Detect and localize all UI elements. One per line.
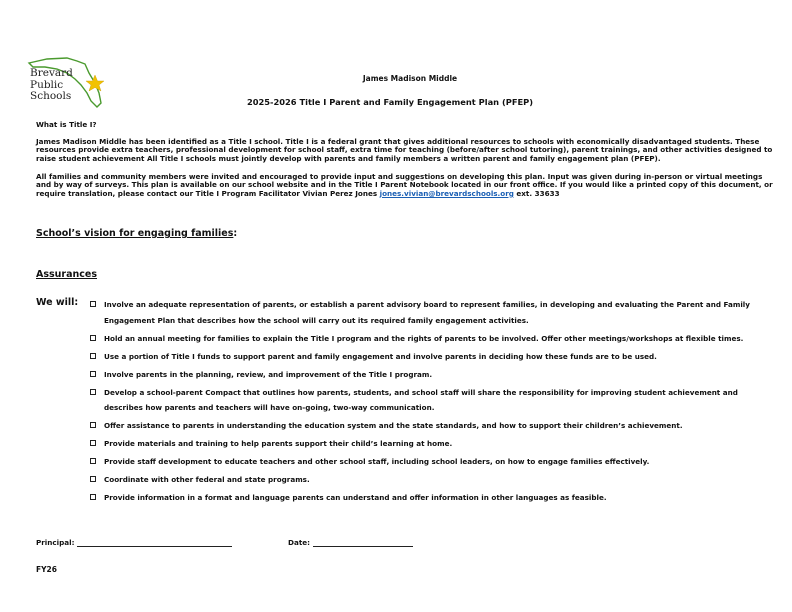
assurance-text: Use a portion of Title I funds to support parent and family engagement and involve parents in deciding how these funds are to be used. bbox=[104, 351, 657, 361]
principal-signature bbox=[36, 538, 232, 547]
logo-text: Brevard Public Schools bbox=[30, 67, 73, 102]
assurance-item bbox=[90, 297, 760, 328]
what-is-title-heading: What is Title I? bbox=[36, 120, 97, 129]
assurance-item bbox=[90, 436, 760, 452]
checkbox[interactable] bbox=[90, 301, 96, 307]
assurance-item bbox=[90, 418, 760, 434]
checkbox[interactable] bbox=[90, 458, 96, 464]
principal-label: Principal: bbox=[36, 538, 75, 547]
intro-paragraph-2 bbox=[36, 173, 776, 198]
assurance-item bbox=[90, 454, 760, 470]
checkbox[interactable] bbox=[90, 422, 96, 428]
assurance-item bbox=[90, 490, 760, 506]
assurance-text: Provide staff development to educate teachers and other school staff, including school leaders, on how to engage families effectively. bbox=[104, 457, 650, 466]
date-signature bbox=[288, 538, 413, 547]
assurance-text: Hold an annual meeting for families to explain the Title I program and the rights of parents to be involved. Offer other meetings/workshops at flexible times. bbox=[104, 333, 744, 343]
checkbox[interactable] bbox=[90, 335, 96, 341]
checkbox[interactable] bbox=[90, 371, 96, 377]
checkbox[interactable] bbox=[90, 440, 96, 446]
date-label: Date: bbox=[288, 538, 311, 547]
assurance-item bbox=[90, 367, 760, 383]
vision-colon: : bbox=[233, 228, 238, 239]
date-line[interactable] bbox=[313, 539, 413, 547]
assurance-text: Involve an adequate representation of parents, or establish a parent advisory board to represent families, in developing and evaluating the Parent and Family Engagement Plan that describes how the school will carry out its required family engagement activities. bbox=[104, 300, 750, 325]
checkbox[interactable] bbox=[90, 476, 96, 482]
vision-heading bbox=[36, 228, 237, 239]
school-name: James Madison Middle bbox=[362, 74, 458, 83]
intro-paragraph-1: James Madison Middle has been identified as a Title I school. Title I is a federal grant that gives additional resources to schools with economically disadvantaged students. These resources provide extra teachers, professional development for school staff, extra time for teaching (before/after school tutoring), parent trainings, and other activities designed to raise student achievement All Title I schools must jointly develop with parents and family members a written parent and family engagement plan (PFEP). bbox=[36, 137, 773, 163]
assurance-item bbox=[90, 472, 760, 488]
assurance-item bbox=[90, 349, 760, 365]
checkbox[interactable] bbox=[90, 389, 96, 395]
assurance-text: Involve parents in the planning, review, and improvement of the Title I program. bbox=[104, 369, 433, 379]
assurances-list bbox=[90, 297, 760, 508]
principal-signature-line[interactable] bbox=[77, 539, 232, 547]
checkbox[interactable] bbox=[90, 494, 96, 500]
assurance-text: Provide information in a format and language parents can understand and offer information in other languages as feasible. bbox=[104, 493, 607, 502]
facilitator-email-link[interactable]: jones.vivian@brevardschools.org bbox=[379, 188, 514, 198]
assurances-heading: Assurances bbox=[36, 269, 98, 280]
paragraph-2-text: All families and community members were invited and encouraged to provide input and suggestions on developing this plan. Input was given during in-person or virtual meetings and by way of surveys. This plan is available on our school website and in the Title I Parent Notebook located in our front office. If you would like a printed copy of this document, or require translation, please contact our Title I Program Facilitator Vivian Perez Jones bbox=[36, 172, 773, 198]
assurance-text: Develop a school-parent Compact that outlines how parents, students, and school staff will share the responsibility for improving student achievement and describes how parents and teachers will have on-going, two-way communication. bbox=[104, 387, 738, 412]
assurance-text: Coordinate with other federal and state programs. bbox=[104, 475, 310, 484]
assurance-text: Offer assistance to parents in understanding the education system and the state standards, and how to support their children’s achievement. bbox=[104, 421, 683, 430]
footer-code: FY26 bbox=[36, 565, 57, 574]
assurance-text: Provide materials and training to help parents support their child’s learning at home. bbox=[104, 439, 453, 448]
phone-extension: ext. 33633 bbox=[513, 188, 560, 198]
plan-title: 2025-2026 Title I Parent and Family Engagement Plan (PFEP) bbox=[246, 97, 534, 107]
assurance-item bbox=[90, 331, 760, 347]
assurance-item bbox=[90, 385, 760, 416]
we-will-label: We will: bbox=[36, 297, 79, 308]
checkbox[interactable] bbox=[90, 353, 96, 359]
vision-heading-text: School’s vision for engaging families bbox=[36, 228, 234, 239]
